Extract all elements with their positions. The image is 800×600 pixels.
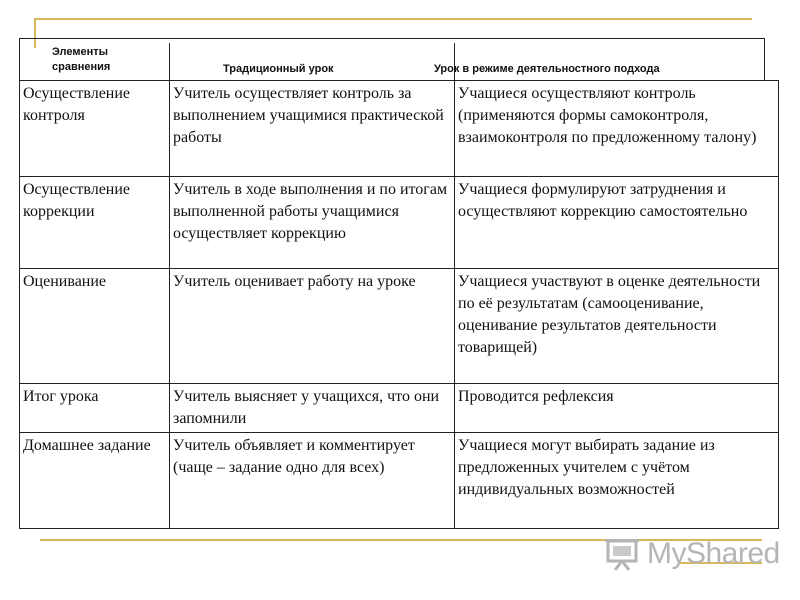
- row-activity-cell: Учащиеся формулируют затруднения и осуществляют коррекцию самостоятельно: [455, 177, 779, 269]
- row-activity-cell: Учащиеся могут выбирать задание из предложенных учителем с учётом индивидуальных возможностей: [455, 433, 779, 529]
- header-divider-1: [169, 43, 170, 80]
- row-activity-cell: Учащиеся осуществляют контроль (применяются формы самоконтроля, взаимоконтроля по предложенному талону): [455, 81, 779, 177]
- header-traditional-label: Традиционный урок: [223, 63, 334, 75]
- presentation-board-icon: [605, 536, 641, 572]
- logo-text: MyShared: [647, 537, 780, 570]
- header-elements-line1: Элементы: [52, 46, 109, 58]
- row-activity-cell: Проводится рефлексия: [455, 384, 779, 433]
- header-elements-label: [52, 45, 110, 75]
- row-activity-cell: Учащиеся участвуют в оценке деятельности по её результатам (самооценивание, оценивание результатов деятельности товарищей): [455, 269, 779, 384]
- table-row: [20, 269, 779, 384]
- row-element-cell: Осуществление контроля: [20, 81, 170, 177]
- table-row: [20, 433, 779, 529]
- row-element-cell: Домашнее задание: [20, 433, 170, 529]
- header-activity-label: Урок в режиме деятельностного подхода: [434, 63, 660, 75]
- row-traditional-cell: Учитель в ходе выполнения и по итогам выполненной работы учащимися осуществляет коррекцию: [170, 177, 455, 269]
- header-elements-line2: сравнения: [52, 61, 111, 73]
- table-row: [20, 384, 779, 433]
- row-element-cell: Итог урока: [20, 384, 170, 433]
- row-traditional-cell: Учитель объявляет и комментирует (чаще – задание одно для всех): [170, 433, 455, 529]
- row-traditional-cell: Учитель выясняет у учащихся, что они запомнили: [170, 384, 455, 433]
- row-element-cell: Осуществление коррекции: [20, 177, 170, 269]
- table-row: [20, 81, 779, 177]
- table-row: [20, 177, 779, 269]
- table-header: [19, 38, 765, 80]
- row-traditional-cell: Учитель оценивает работу на уроке: [170, 269, 455, 384]
- row-traditional-cell: Учитель осуществляет контроль за выполнением учащимися практической работы: [170, 81, 455, 177]
- top-decor-line: [34, 18, 752, 20]
- comparison-table: [19, 80, 779, 529]
- myshared-logo: [605, 534, 780, 574]
- row-element-cell: Оценивание: [20, 269, 170, 384]
